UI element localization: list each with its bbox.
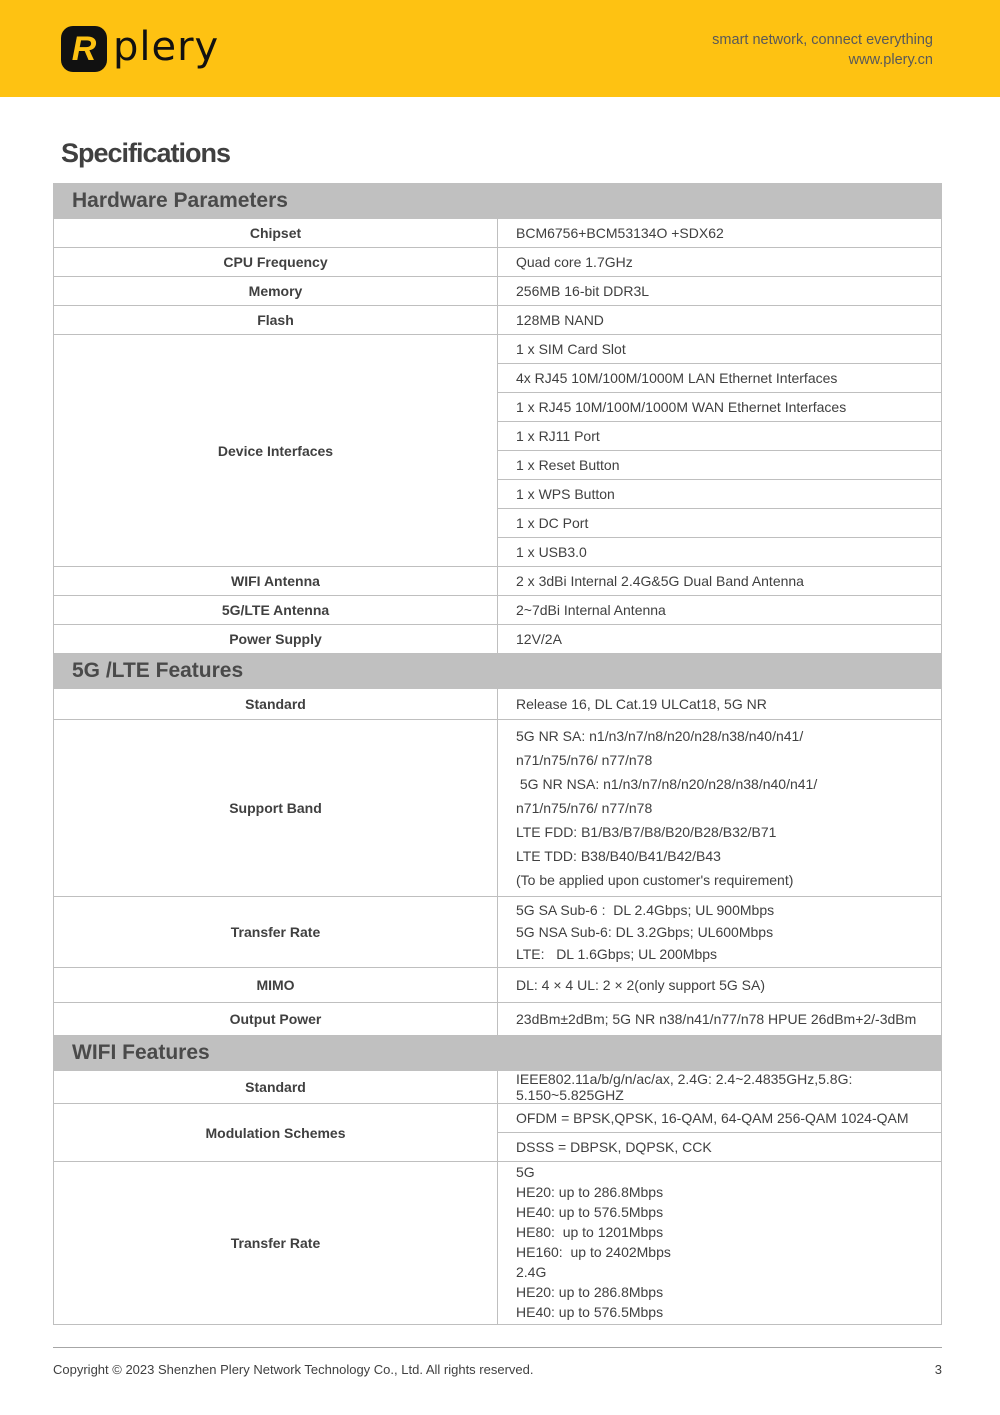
row-label: Power Supply: [54, 625, 498, 654]
row-label: Memory: [54, 277, 498, 306]
table-row: [54, 567, 942, 596]
rate-line: HE80: up to 1201Mbps: [516, 1224, 664, 1240]
brand-logo: [61, 26, 219, 72]
row-value: 1 x RJ45 10M/100M/1000M WAN Ethernet Interfaces: [498, 393, 942, 422]
table-row: [54, 720, 942, 897]
row-label: 5G/LTE Antenna: [54, 596, 498, 625]
row-label: Standard: [54, 1071, 498, 1104]
specifications-table: [53, 183, 942, 1325]
table-row: [54, 596, 942, 625]
table-row: [54, 689, 942, 720]
row-label: Standard: [54, 689, 498, 720]
rate-line: HE160: up to 2402Mbps: [516, 1244, 671, 1260]
row-value: 1 x SIM Card Slot: [498, 335, 942, 364]
row-value: 256MB 16-bit DDR3L: [498, 277, 942, 306]
row-value: DSSS = DBPSK, DQPSK, CCK: [498, 1133, 942, 1162]
row-label: Flash: [54, 306, 498, 335]
row-label: Chipset: [54, 219, 498, 248]
row-value: DL: 4 × 4 UL: 2 × 2(only support 5G SA): [498, 968, 942, 1003]
row-value: 2~7dBi Internal Antenna: [498, 596, 942, 625]
row-value: [498, 720, 942, 897]
row-label: Device Interfaces: [54, 335, 498, 567]
rate-line: HE20: up to 286.8Mbps: [516, 1284, 664, 1300]
table-row: [54, 897, 942, 968]
band-line: LTE TDD: B38/B40/B41/B42/B43: [516, 848, 721, 864]
section-hardware-parameters: [54, 184, 942, 219]
row-value: 1 x USB3.0: [498, 538, 942, 567]
brand-name: plery: [113, 24, 220, 70]
row-label: CPU Frequency: [54, 248, 498, 277]
table-row: [54, 1162, 942, 1325]
row-value: 4x RJ45 10M/100M/1000M LAN Ethernet Interfaces: [498, 364, 942, 393]
row-value: [498, 897, 942, 968]
row-value: 2 x 3dBi Internal 2.4G&5G Dual Band Antenna: [498, 567, 942, 596]
section-title: WIFI Features: [54, 1036, 942, 1071]
row-label: MIMO: [54, 968, 498, 1003]
section-title: Hardware Parameters: [54, 184, 942, 219]
row-value: 1 x WPS Button: [498, 480, 942, 509]
rate-line: HE40: up to 576.5Mbps: [516, 1204, 664, 1220]
band-line: 5G NR NSA: n1/n3/n7/n8/n20/n28/n38/n40/n41/: [516, 776, 818, 792]
section-title: 5G /LTE Features: [54, 654, 942, 689]
rate-line: 2.4G: [516, 1264, 547, 1280]
row-label: Transfer Rate: [54, 897, 498, 968]
rate-line: LTE: DL 1.6Gbps; UL 200Mbps: [516, 946, 718, 962]
row-value: IEEE802.11a/b/g/n/ac/ax, 2.4G: 2.4~2.4835GHz,5.8G: 5.150~5.825GHZ: [498, 1071, 942, 1104]
footer-divider: [53, 1347, 942, 1348]
row-label: Transfer Rate: [54, 1162, 498, 1325]
table-row: [54, 968, 942, 1003]
page-number: 3: [934, 1362, 942, 1377]
row-value: 12V/2A: [498, 625, 942, 654]
row-value: Quad core 1.7GHz: [498, 248, 942, 277]
tagline: smart network, connect everything: [712, 32, 933, 48]
band-line: n71/n75/n76/ n77/n78: [516, 752, 653, 768]
table-row: [54, 1003, 942, 1036]
rate-line: 5G NSA Sub-6: DL 3.2Gbps; UL600Mbps: [516, 924, 774, 940]
row-value: 1 x RJ11 Port: [498, 422, 942, 451]
table-row: [54, 219, 942, 248]
row-label: Support Band: [54, 720, 498, 897]
row-label: Output Power: [54, 1003, 498, 1036]
row-value: 23dBm±2dBm; 5G NR n38/n41/n77/n78 HPUE 26dBm+2/-3dBm: [498, 1003, 942, 1036]
row-label: Modulation Schemes: [54, 1104, 498, 1162]
band-line: n71/n75/n76/ n77/n78: [516, 800, 653, 816]
footer-copyright: Copyright © 2023 Shenzhen Plery Network Technology Co., Ltd. All rights reserved.: [53, 1362, 534, 1377]
rate-line: HE40: up to 576.5Mbps: [516, 1304, 664, 1320]
page-header: [0, 0, 1000, 97]
table-row: [54, 1104, 942, 1133]
table-row: [54, 335, 942, 364]
website-link[interactable]: www.plery.cn: [848, 52, 933, 68]
table-row: [54, 248, 942, 277]
row-value: 128MB NAND: [498, 306, 942, 335]
page-title: Specifications: [61, 138, 231, 168]
row-value: [498, 1162, 942, 1325]
table-row: [54, 306, 942, 335]
band-line: 5G NR SA: n1/n3/n7/n8/n20/n28/n38/n40/n41/: [516, 728, 804, 744]
header-tagline-block: [712, 30, 933, 70]
band-line: LTE FDD: B1/B3/B7/B8/B20/B28/B32/B71: [516, 824, 777, 840]
row-value: 1 x Reset Button: [498, 451, 942, 480]
row-label: WIFI Antenna: [54, 567, 498, 596]
rate-line: 5G: [516, 1164, 535, 1180]
rate-line: 5G SA Sub-6 : DL 2.4Gbps; UL 900Mbps: [516, 902, 775, 918]
table-row: [54, 1071, 942, 1104]
row-value: Release 16, DL Cat.19 ULCat18, 5G NR: [498, 689, 942, 720]
row-value: 1 x DC Port: [498, 509, 942, 538]
logo-mark-icon: R: [61, 26, 107, 72]
rate-line: HE20: up to 286.8Mbps: [516, 1184, 664, 1200]
section-wifi-features: [54, 1036, 942, 1071]
row-value: OFDM = BPSK,QPSK, 16-QAM, 64-QAM 256-QAM 1024-QAM: [498, 1104, 942, 1133]
row-value: BCM6756+BCM53134O +SDX62: [498, 219, 942, 248]
table-row: [54, 625, 942, 654]
band-line: (To be applied upon customer's requirement): [516, 872, 794, 888]
table-row: [54, 277, 942, 306]
section-5g-lte-features: [54, 654, 942, 689]
